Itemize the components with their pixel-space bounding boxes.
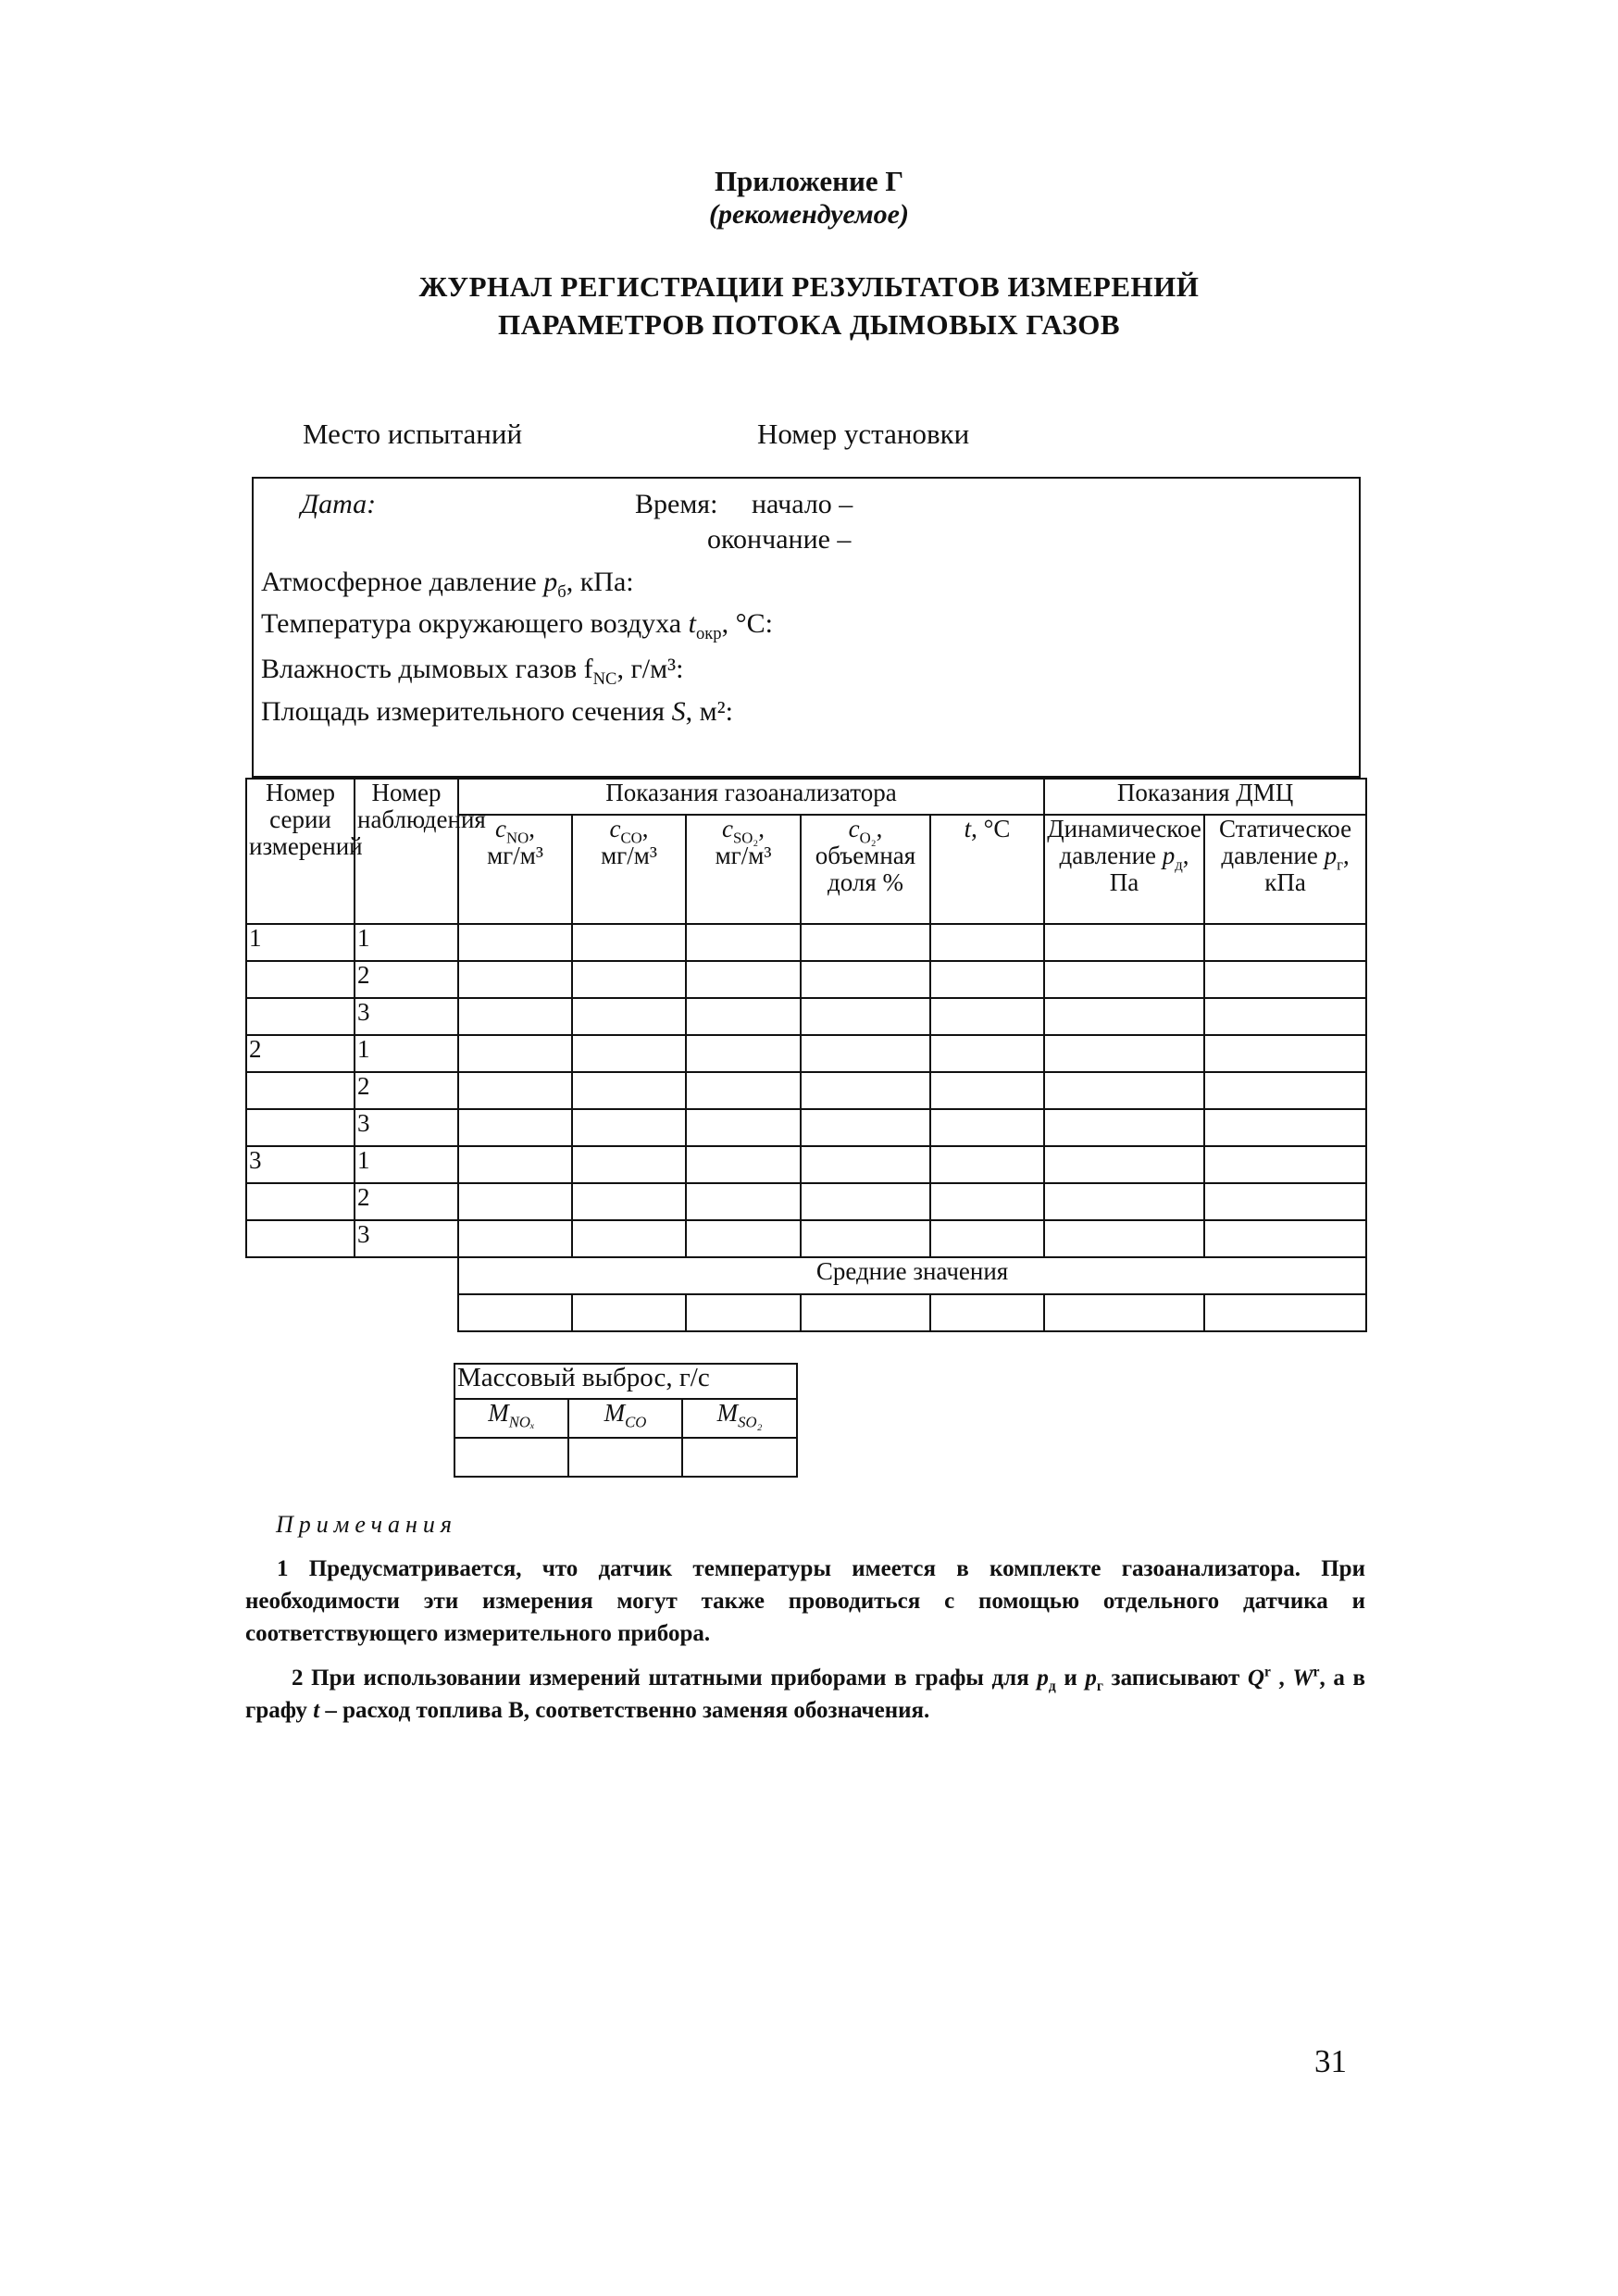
dynamic-pressure-header: Динамическое давление $p_д$, Па	[1044, 815, 1204, 924]
series-cell	[246, 961, 355, 998]
table-row	[246, 1035, 1366, 1072]
table-row	[246, 961, 1366, 998]
appendix-status: (рекомендуемое)	[709, 199, 909, 230]
series-cell	[246, 1109, 355, 1146]
appendix-label: Приложение Г	[714, 165, 904, 197]
pressure-line: Атмосферное давление $p_б$, кПа:	[261, 567, 634, 602]
observation-cell: 1	[355, 1146, 458, 1183]
table-row	[246, 1109, 1366, 1146]
series-cell	[246, 998, 355, 1035]
m-co-header: $M_{CO}$	[568, 1399, 682, 1438]
table-row	[246, 1146, 1366, 1183]
series-cell	[246, 1183, 355, 1220]
observation-cell: 2	[355, 1183, 458, 1220]
table-row	[246, 1220, 1366, 1257]
mass-emission-header: Массовый выброс, г/с	[454, 1364, 797, 1399]
observation-cell: 2	[355, 1072, 458, 1109]
document-title-line2: ПАРАМЕТРОВ ПОТОКА ДЫМОВЫХ ГАЗОВ	[498, 308, 1120, 341]
table-row	[246, 924, 1366, 961]
observation-cell: 3	[355, 1109, 458, 1146]
table-row	[246, 998, 1366, 1035]
static-pressure-header: Статическое давление $p_г$, кПа	[1204, 815, 1366, 924]
observation-cell: 1	[355, 1035, 458, 1072]
measurements-table	[245, 778, 1367, 1332]
time-label: Время:	[635, 489, 718, 519]
averages-row	[246, 1294, 1366, 1331]
c-co-header: $c_{CO}$, мг/м³	[572, 815, 686, 924]
note-1: 1 Предусматривается, что датчик температуры имеется в комплекте газоанализатора. При необходимости эти измерения могут также проводиться с помощью отдельного датчика и соответствующего измерительного прибора.	[245, 1556, 1365, 1646]
m-nox-header: $M_{NO_x}$	[454, 1399, 568, 1438]
series-cell: 1	[246, 924, 355, 961]
c-so2-header: $c_{SO_2}$, мг/м³	[686, 815, 801, 924]
table-row	[246, 1072, 1366, 1109]
observation-number-header: Номер наблюдения	[355, 779, 458, 924]
time-end-label: окончание –	[707, 524, 852, 555]
temperature-header: t, °С	[930, 815, 1044, 924]
observation-cell: 2	[355, 961, 458, 998]
observation-cell: 3	[355, 1220, 458, 1257]
dmc-header: Показания ДМЦ	[1044, 779, 1366, 815]
observation-cell: 1	[355, 924, 458, 961]
note-2: 2 При использовании измерений штатными приборами в графы для $p_д$ и $p_г$ записывают $Q^r$ , $W^r$, а в графу t – расход топлива B, соответственно заменяя обозначения.	[245, 1664, 1365, 1723]
table-row	[246, 1183, 1366, 1220]
series-cell	[246, 1072, 355, 1109]
m-so2-header: $M_{SO_2}$	[682, 1399, 797, 1438]
c-o2-header: $c_{O_2}$, объемная доля %	[801, 815, 930, 924]
c-no-header: $c_{NO}$, мг/м³	[458, 815, 572, 924]
averages-header: Средние значения	[458, 1257, 1366, 1294]
unit-number-label: Номер установки	[757, 418, 970, 450]
area-line: Площадь измерительного сечения S, м²:	[261, 696, 733, 727]
humidity-line: Влажность дымовых газов $f_{NC}$, г/м³:	[261, 654, 684, 689]
notes-heading: Примечания	[276, 1511, 457, 1538]
observation-cell: 3	[355, 998, 458, 1035]
document-title-line1: ЖУРНАЛ РЕГИСТРАЦИИ РЕЗУЛЬТАТОВ ИЗМЕРЕНИЙ	[418, 270, 1200, 303]
page-number: 31	[1314, 2043, 1347, 2079]
mass-emission-table	[454, 1363, 798, 1478]
temperature-line: Температура окружающего воздуха $t_{окр}$, °С:	[261, 608, 773, 643]
series-number-header: Номер серии измерений	[246, 779, 355, 924]
test-place-label: Место испытаний	[303, 418, 523, 450]
date-label: Дата:	[301, 489, 377, 519]
gas-analyzer-header: Показания газоанализатора	[458, 779, 1044, 815]
mass-emission-row	[454, 1438, 797, 1477]
time-start-label: начало –	[752, 489, 853, 519]
series-cell	[246, 1220, 355, 1257]
series-cell: 2	[246, 1035, 355, 1072]
series-cell: 3	[246, 1146, 355, 1183]
